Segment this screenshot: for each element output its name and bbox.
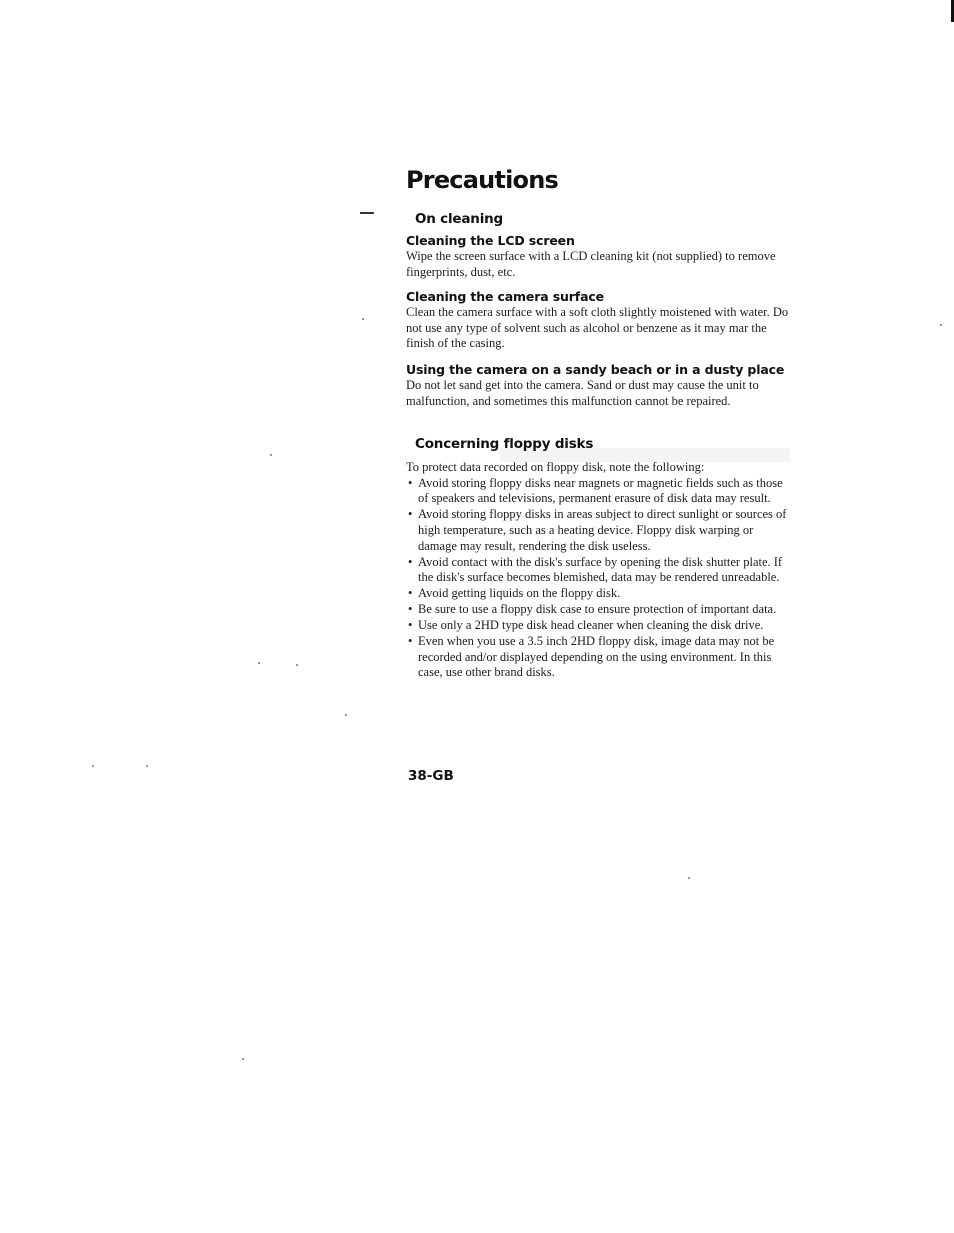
- bullet-icon: •: [408, 554, 413, 569]
- scan-speck: [270, 454, 272, 456]
- list-item: • Avoid storing floppy disks in areas subject to direct sunlight or sources of high temperature, such as a heating device. Floppy disk warping or damage may result, rendering the disk useless.: [408, 507, 787, 553]
- scan-speck: [258, 662, 260, 664]
- paragraph-sandy-beach: Do not let sand get into the camera. Sand or dust may cause the unit to malfunction, and sometimes this malfunction cannot be repaired.: [406, 377, 759, 408]
- bullet-icon: •: [408, 602, 413, 617]
- subheading-sandy-beach: Using the camera on a sandy beach or in a dusty place: [406, 361, 785, 377]
- list-item: • Avoid contact with the disk's surface by opening the disk shutter plate. If the disk's surface becomes blemished, data may be rendered unreadable.: [408, 554, 783, 585]
- list-item: • Even when you use a 3.5 inch 2HD floppy disk, image data may not be recorded and/or displayed depending on the using environment. In this case, use other brand disks.: [408, 634, 775, 680]
- page-title: Precautions: [406, 166, 558, 194]
- bullet-icon: •: [408, 507, 413, 522]
- scan-speck: [362, 318, 364, 320]
- list-item: • Avoid storing floppy disks near magnets or magnetic fields such as those of speakers and televisions, permanent erasure of disk data may result.: [408, 475, 783, 506]
- scan-speck: [688, 877, 690, 879]
- scan-speck: [940, 324, 942, 326]
- subheading-lcd: Cleaning the LCD screen: [406, 233, 575, 248]
- scan-speck: [146, 765, 148, 767]
- cleaning-sandy-block: [406, 362, 790, 409]
- paragraph-lcd: Wipe the screen surface with a LCD cleaning kit (not supplied) to remove fingerprints, dust, etc.: [406, 249, 776, 279]
- scan-speck: [242, 1058, 244, 1060]
- floppy-intro: To protect data recorded on floppy disk, note the following:: [406, 460, 705, 475]
- cleaning-lcd-block: [406, 233, 790, 280]
- list-item: • Be sure to use a floppy disk case to ensure protection of important data.: [408, 602, 777, 617]
- bullet-icon: •: [408, 475, 413, 490]
- section-heading-cleaning: On cleaning: [415, 211, 503, 227]
- margin-arrow-mark: [360, 212, 374, 214]
- scan-speck: [296, 664, 298, 666]
- bullet-icon: •: [408, 586, 413, 601]
- scan-speck: [345, 714, 347, 716]
- main-content: [406, 164, 790, 681]
- list-item: • Use only a 2HD type disk head cleaner when cleaning the disk drive.: [408, 618, 764, 633]
- subheading-camera-surface: Cleaning the camera surface: [406, 289, 604, 305]
- scan-speck: [92, 765, 94, 767]
- section-heading-floppy: Concerning floppy disks: [415, 436, 594, 453]
- paragraph-camera-surface: Clean the camera surface with a soft cloth slightly moistened with water. Do not use any type of solvent such as alcohol or benzene as it may mar the finish of the casing.: [406, 305, 789, 351]
- bullet-icon: •: [408, 618, 413, 633]
- floppy-bullet-list: [406, 476, 790, 681]
- list-item: • Avoid getting liquids on the floppy disk.: [408, 586, 621, 601]
- bullet-icon: •: [408, 634, 413, 649]
- cleaning-surface-block: [406, 289, 790, 352]
- page-number: 38-GB: [408, 768, 454, 784]
